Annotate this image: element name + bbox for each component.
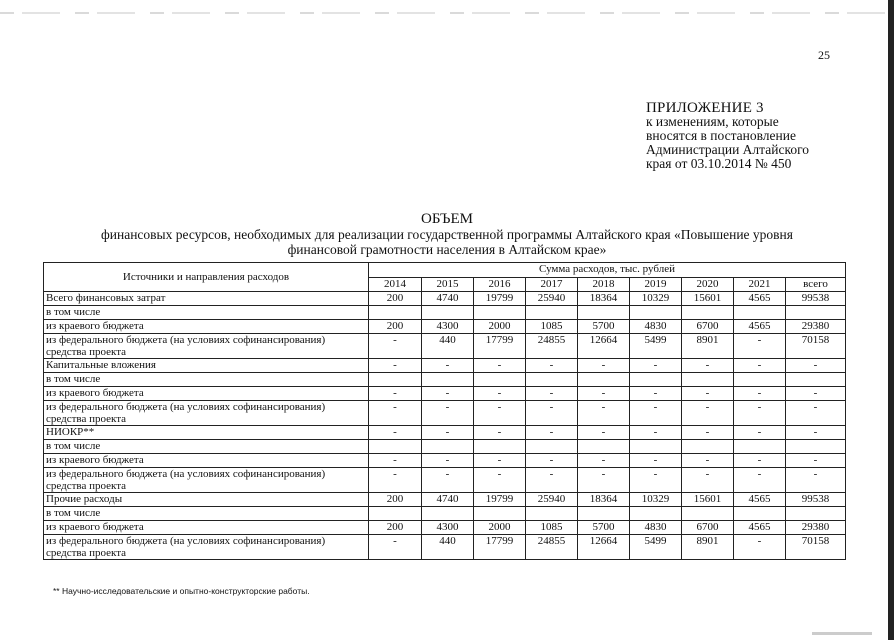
table-row: [44, 468, 846, 493]
value-cell: 4300: [422, 521, 474, 535]
table-row: [44, 320, 846, 334]
value-cell: 99538: [786, 292, 846, 306]
value-cell: -: [734, 426, 786, 440]
value-cell: [578, 440, 630, 454]
value-cell: [630, 306, 682, 320]
row-label: из краевого бюджета: [44, 521, 369, 535]
value-cell: [786, 373, 846, 387]
value-cell: 24855: [526, 334, 578, 359]
value-cell: 10329: [630, 493, 682, 507]
year-header: 2016: [474, 278, 526, 292]
value-cell: 4300: [422, 320, 474, 334]
value-cell: -: [369, 454, 422, 468]
row-label: Прочие расходы: [44, 493, 369, 507]
value-cell: 18364: [578, 292, 630, 306]
value-cell: 200: [369, 493, 422, 507]
value-cell: 8901: [682, 535, 734, 560]
value-cell: [682, 306, 734, 320]
value-cell: [526, 306, 578, 320]
value-cell: [682, 373, 734, 387]
row-label: из федерального бюджета (на условиях софинансирования) средства проекта: [44, 334, 369, 359]
value-cell: -: [682, 401, 734, 426]
value-cell: [526, 373, 578, 387]
value-cell: 19799: [474, 292, 526, 306]
row-label: из федерального бюджета (на условиях софинансирования) средства проекта: [44, 401, 369, 426]
row-label: в том числе: [44, 373, 369, 387]
document-title: ОБЪЕМ: [421, 211, 473, 227]
value-cell: 99538: [786, 493, 846, 507]
value-cell: [630, 507, 682, 521]
value-cell: -: [422, 468, 474, 493]
value-cell: -: [369, 468, 422, 493]
value-cell: -: [734, 359, 786, 373]
value-cell: -: [630, 359, 682, 373]
value-cell: 1085: [526, 320, 578, 334]
year-header: 2015: [422, 278, 474, 292]
value-cell: 5700: [578, 521, 630, 535]
value-cell: -: [474, 359, 526, 373]
row-label: из краевого бюджета: [44, 320, 369, 334]
value-cell: -: [369, 535, 422, 560]
year-header: 2020: [682, 278, 734, 292]
value-cell: 200: [369, 320, 422, 334]
value-cell: [578, 507, 630, 521]
value-cell: -: [526, 401, 578, 426]
annex-line: Администрации Алтайского: [646, 142, 810, 157]
value-cell: 2000: [474, 521, 526, 535]
value-cell: 24855: [526, 535, 578, 560]
value-cell: -: [369, 359, 422, 373]
value-cell: -: [734, 454, 786, 468]
header-row: [44, 263, 846, 278]
row-label: из федерального бюджета (на условиях софинансирования) средства проекта: [44, 535, 369, 560]
row-label: из краевого бюджета: [44, 387, 369, 401]
value-cell: -: [474, 468, 526, 493]
value-cell: [526, 440, 578, 454]
value-cell: [786, 306, 846, 320]
page-number: 25: [818, 48, 830, 62]
value-cell: -: [369, 426, 422, 440]
value-cell: [474, 373, 526, 387]
value-cell: [369, 373, 422, 387]
source-header: Источники и направления расходов: [44, 263, 369, 292]
value-cell: [786, 507, 846, 521]
value-cell: 17799: [474, 535, 526, 560]
value-cell: -: [786, 454, 846, 468]
value-cell: [474, 306, 526, 320]
value-cell: -: [630, 401, 682, 426]
annex-line: вносятся в постановление: [646, 128, 796, 143]
value-cell: -: [734, 468, 786, 493]
value-cell: -: [734, 334, 786, 359]
value-cell: [369, 507, 422, 521]
table-row: [44, 493, 846, 507]
row-label: из федерального бюджета (на условиях софинансирования) средства проекта: [44, 468, 369, 493]
value-cell: 10329: [630, 292, 682, 306]
value-cell: -: [369, 401, 422, 426]
document-title-block: [40, 211, 854, 257]
value-cell: -: [786, 359, 846, 373]
value-cell: -: [369, 387, 422, 401]
value-cell: 5499: [630, 334, 682, 359]
value-cell: -: [474, 426, 526, 440]
document-subtitle-line: финансовой грамотности населения в Алтайском крае»: [287, 242, 607, 257]
year-header: 2021: [734, 278, 786, 292]
value-cell: -: [630, 387, 682, 401]
table-row: [44, 454, 846, 468]
amount-header: Сумма расходов, тыс. рублей: [369, 263, 846, 278]
value-cell: [682, 440, 734, 454]
value-cell: -: [526, 454, 578, 468]
value-cell: [369, 440, 422, 454]
value-cell: -: [682, 426, 734, 440]
table-row: [44, 401, 846, 426]
value-cell: 4565: [734, 521, 786, 535]
value-cell: [630, 373, 682, 387]
value-cell: 4740: [422, 292, 474, 306]
table-row: [44, 373, 846, 387]
value-cell: -: [682, 468, 734, 493]
annex-heading: ПРИЛОЖЕНИЕ 3: [646, 100, 764, 116]
table-row: [44, 440, 846, 454]
value-cell: -: [786, 426, 846, 440]
value-cell: 2000: [474, 320, 526, 334]
value-cell: 12664: [578, 334, 630, 359]
row-label: Всего финансовых затрат: [44, 292, 369, 306]
value-cell: -: [734, 535, 786, 560]
value-cell: 15601: [682, 493, 734, 507]
document-subtitle-line: финансовых ресурсов, необходимых для реализации государственной программы Алтайского края «Повышение уровня: [101, 227, 793, 242]
year-header: 2019: [630, 278, 682, 292]
value-cell: -: [682, 387, 734, 401]
value-cell: [734, 373, 786, 387]
value-cell: -: [786, 401, 846, 426]
row-label: в том числе: [44, 507, 369, 521]
value-cell: -: [578, 454, 630, 468]
value-cell: -: [526, 359, 578, 373]
value-cell: -: [422, 359, 474, 373]
value-cell: -: [578, 426, 630, 440]
annex-block: [646, 101, 809, 171]
value-cell: [630, 440, 682, 454]
financial-resources-table: [43, 262, 846, 560]
table-row: [44, 292, 846, 306]
value-cell: [422, 507, 474, 521]
table-row: [44, 306, 846, 320]
value-cell: 4565: [734, 292, 786, 306]
table-row: [44, 359, 846, 373]
value-cell: -: [578, 359, 630, 373]
value-cell: [734, 507, 786, 521]
value-cell: -: [422, 387, 474, 401]
footnote: ** Научно-исследовательские и опытно-конструкторские работы.: [53, 586, 310, 596]
value-cell: -: [630, 426, 682, 440]
total-header: всего: [786, 278, 846, 292]
table-row: [44, 507, 846, 521]
value-cell: 200: [369, 521, 422, 535]
year-header: 2017: [526, 278, 578, 292]
value-cell: 15601: [682, 292, 734, 306]
value-cell: 70158: [786, 535, 846, 560]
value-cell: 19799: [474, 493, 526, 507]
value-cell: -: [422, 401, 474, 426]
value-cell: [369, 306, 422, 320]
table-row: [44, 535, 846, 560]
value-cell: 17799: [474, 334, 526, 359]
table-row: [44, 521, 846, 535]
value-cell: 18364: [578, 493, 630, 507]
value-cell: -: [734, 401, 786, 426]
value-cell: -: [630, 468, 682, 493]
value-cell: [422, 440, 474, 454]
value-cell: 29380: [786, 320, 846, 334]
value-cell: [786, 440, 846, 454]
value-cell: -: [526, 468, 578, 493]
row-label: в том числе: [44, 440, 369, 454]
value-cell: -: [526, 426, 578, 440]
value-cell: 4830: [630, 320, 682, 334]
value-cell: -: [578, 387, 630, 401]
value-cell: -: [422, 426, 474, 440]
value-cell: [734, 440, 786, 454]
row-label: в том числе: [44, 306, 369, 320]
value-cell: -: [578, 401, 630, 426]
value-cell: -: [474, 454, 526, 468]
value-cell: -: [630, 454, 682, 468]
value-cell: 5700: [578, 320, 630, 334]
value-cell: -: [474, 401, 526, 426]
value-cell: -: [786, 387, 846, 401]
value-cell: [422, 373, 474, 387]
value-cell: [682, 507, 734, 521]
value-cell: [474, 507, 526, 521]
table-row: [44, 387, 846, 401]
value-cell: -: [734, 387, 786, 401]
value-cell: 70158: [786, 334, 846, 359]
value-cell: -: [369, 334, 422, 359]
value-cell: -: [474, 387, 526, 401]
annex-line: к изменениям, которые: [646, 114, 779, 129]
value-cell: 8901: [682, 334, 734, 359]
value-cell: 4565: [734, 493, 786, 507]
value-cell: -: [422, 454, 474, 468]
scan-bottom-mark: [812, 632, 872, 635]
scan-right-edge: [888, 0, 894, 640]
table-row: [44, 334, 846, 359]
value-cell: [734, 306, 786, 320]
value-cell: 12664: [578, 535, 630, 560]
value-cell: 6700: [682, 521, 734, 535]
value-cell: -: [786, 468, 846, 493]
value-cell: 25940: [526, 292, 578, 306]
value-cell: 6700: [682, 320, 734, 334]
value-cell: [422, 306, 474, 320]
row-label: из краевого бюджета: [44, 454, 369, 468]
value-cell: -: [526, 387, 578, 401]
value-cell: 1085: [526, 521, 578, 535]
value-cell: 5499: [630, 535, 682, 560]
value-cell: [578, 373, 630, 387]
value-cell: 25940: [526, 493, 578, 507]
value-cell: 29380: [786, 521, 846, 535]
year-header: 2018: [578, 278, 630, 292]
value-cell: [474, 440, 526, 454]
value-cell: 200: [369, 292, 422, 306]
value-cell: 4565: [734, 320, 786, 334]
value-cell: -: [682, 454, 734, 468]
value-cell: [526, 507, 578, 521]
value-cell: [578, 306, 630, 320]
scan-top-border: [0, 12, 894, 14]
row-label: НИОКР**: [44, 426, 369, 440]
annex-line: края от 03.10.2014 № 450: [646, 156, 792, 171]
row-label: Капитальные вложения: [44, 359, 369, 373]
value-cell: 440: [422, 334, 474, 359]
value-cell: -: [682, 359, 734, 373]
value-cell: -: [578, 468, 630, 493]
table-row: [44, 426, 846, 440]
year-header: 2014: [369, 278, 422, 292]
value-cell: 4830: [630, 521, 682, 535]
value-cell: 440: [422, 535, 474, 560]
value-cell: 4740: [422, 493, 474, 507]
